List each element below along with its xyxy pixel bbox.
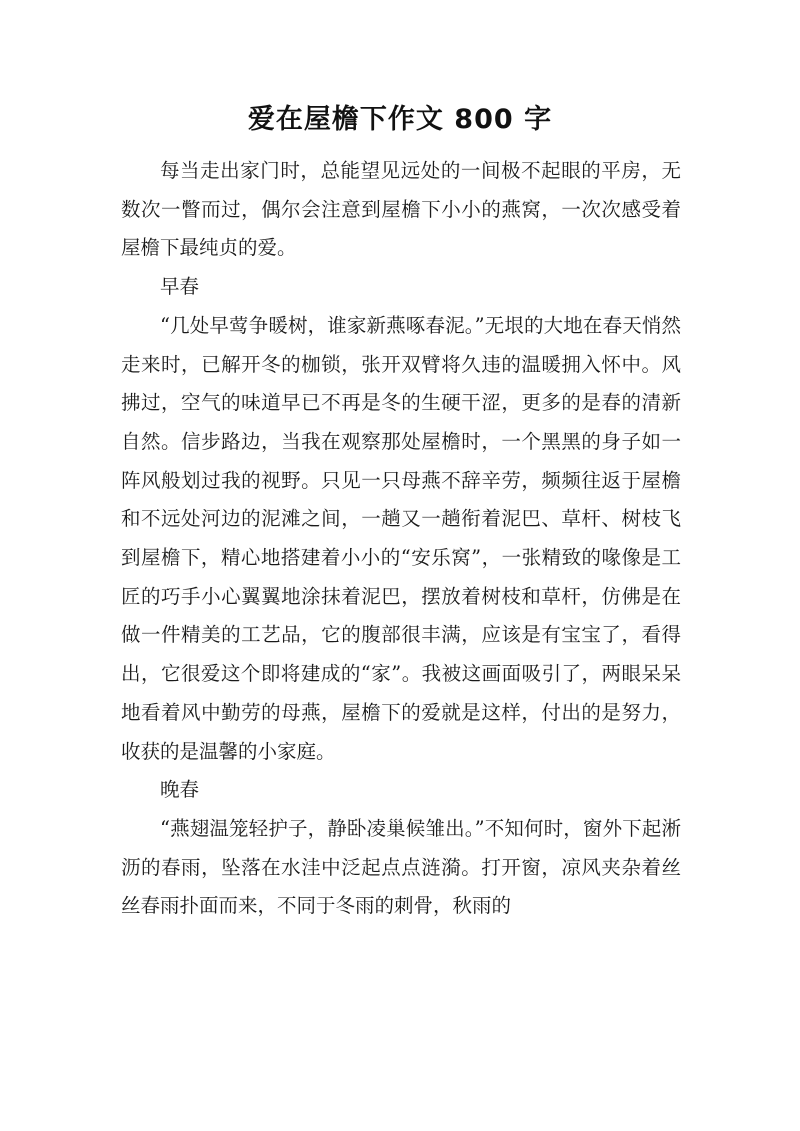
paragraph-early-spring: “几处早莺争暖树，谁家新燕啄春泥。”无垠的大地在春天悄然走来时，已解开冬的枷锁，张开双臂将久违的温暖拥入怀中。风拂过，空气的味道早已不再是冬的生硬干涩，更多的是春的清新自然。信步路边，当我在观察那处屋檐时，一个黑黑的身子如一阵风般划过我的视野。只见一只母燕不辞辛劳，频频往返于屋檐和不远处河边的泥滩之间，一趟又一趟衔着泥巴、草杆、树枝飞到屋檐下，精心地搭建着小小的“安乐窝”，一张精致的喙像是工匠的巧手小心翼翼地涂抹着泥巴，摆放着树枝和草杆，仿佛是在做一件精美的工艺品，它的腹部很丰满，应该是有宝宝了，看得出，它很爱这个即将建成的“家”。我被这画面吸引了，两眼呆呆地看着风中勤劳的母燕，屋檐下的爱就是这样，付出的是努力，收获的是温馨的小家庭。	[121, 313, 681, 763]
paragraph-late-spring: “燕翅温笼轻护子，静卧凌巢候雏出。”不知何时，窗外下起淅沥的春雨，坠落在水洼中泛起点点涟漪。打开窗，凉风夹杂着丝丝春雨扑面而来，不同于冬雨的刺骨，秋雨的	[121, 816, 681, 918]
document-body	[121, 152, 681, 926]
document-title: 爱在屋檐下作文 800 字	[247, 104, 553, 135]
section-heading-early-spring: 早春	[160, 275, 200, 299]
section-heading-late-spring: 晚春	[160, 778, 200, 802]
paragraph-intro: 每当走出家门时，总能望见远处的一间极不起眼的平房，无数次一瞥而过，偶尔会注意到屋檐下小小的燕窝，一次次感受着屋檐下最纯贞的爱。	[121, 159, 681, 260]
